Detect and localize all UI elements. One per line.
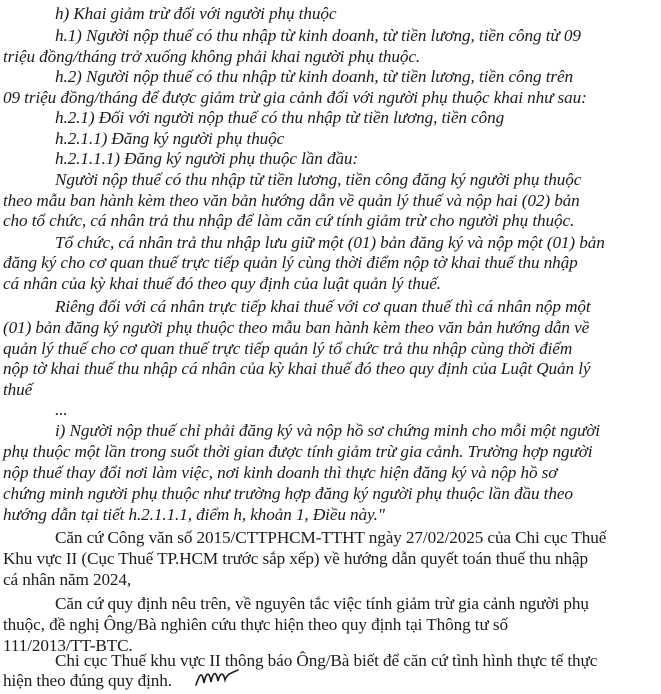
quote-line: h.2.1.1.1) Đăng ký người phụ thuộc lần đầu:	[55, 149, 359, 168]
quote-line: thuế	[3, 380, 33, 399]
body-line: Căn cứ Công văn số 2015/CTTPHCM-TTHT ngày 27/02/2025 của Chi cục Thuế	[55, 528, 607, 547]
quote-line: hướng dẫn tại tiết h.2.1.1.1, điểm h, khoản 1, Điều này."	[3, 505, 385, 524]
quote-line: Riêng đối với cá nhân trực tiếp khai thuế với cơ quan thuế thì cá nhân nộp một	[55, 297, 591, 316]
body-line: 111/2013/TT-BTC.	[3, 636, 133, 655]
quote-line: chứng minh người phụ thuộc như trường hợp đăng ký người phụ thuộc lần đầu theo	[3, 484, 573, 503]
quote-line: nộp tờ khai thuế thu nhập cá nhân của kỳ khai thuế đó theo quy định của Luật Quản lý	[3, 359, 591, 378]
quote-line: ...	[55, 400, 68, 419]
quote-line: theo mẫu ban hành kèm theo văn bản hướng dẫn về quản lý thuế và nộp hai (02) bản	[3, 191, 580, 210]
body-line: Căn cứ quy định nêu trên, về nguyên tắc việc tính giảm trừ gia cảnh người phụ	[55, 594, 589, 613]
body-line: Khu vực II (Cục Thuế TP.HCM trước sắp xếp) về hướng dẫn quyết toán thuế thu nhập	[3, 549, 588, 568]
quote-line: h.2.1) Đối với người nộp thuế có thu nhập từ tiền lương, tiền công	[55, 108, 505, 127]
quote-line: h.2) Người nộp thuế có thu nhập từ kinh doanh, từ tiền lương, tiền công trên	[55, 67, 573, 86]
body-line: Chi cục Thuế khu vực II thông báo Ông/Bà biết để căn cứ tình hình thực tế thực	[55, 651, 598, 670]
initials-signature-icon	[194, 667, 240, 689]
quote-line: nộp thuế thay đổi nơi làm việc, nơi kinh doanh thì thực hiện đăng ký và nộp hồ sơ	[3, 463, 558, 482]
quote-line: Người nộp thuế có thu nhập từ tiền lương, tiền công đăng ký người phụ thuộc	[55, 170, 582, 189]
quote-line: Tổ chức, cá nhân trả thu nhập lưu giữ một (01) bản đăng ký và nộp một (01) bản	[55, 233, 605, 252]
body-line: cá nhân năm 2024,	[3, 570, 132, 589]
quote-line: đăng ký cho cơ quan thuế trực tiếp quản lý cùng thời điểm nộp tờ khai thuế thu nhập	[3, 253, 578, 272]
quote-line: h) Khai giảm trừ đối với người phụ thuộc	[55, 4, 337, 23]
quote-line: h.1) Người nộp thuế có thu nhập từ kinh doanh, từ tiền lương, tiền công từ 09	[55, 26, 581, 45]
quote-line: h.2.1.1) Đăng ký người phụ thuộc	[55, 129, 285, 148]
quote-line: cho tổ chức, cá nhân trả thu nhập để làm căn cứ tính giảm trừ cho người phụ thuộc.	[3, 211, 575, 230]
body-line: thuộc, đề nghị Ông/Bà nghiên cứu thực hiện theo quy định tại Thông tư số	[3, 615, 508, 634]
quote-line: 09 triệu đồng/tháng để được giảm trừ gia cảnh đối với người phụ thuộc khai như sau:	[3, 88, 587, 107]
body-line: hiện theo đúng quy định.	[3, 671, 172, 690]
quote-line: i) Người nộp thuế chỉ phải đăng ký và nộp hồ sơ chứng minh cho mỗi một người	[55, 421, 600, 440]
quote-line: quản lý thuế cho cơ quan thuế trực tiếp quản lý tổ chức trả thu nhập cùng thời điểm	[3, 339, 573, 358]
quote-line: phụ thuộc một lần trong suốt thời gian được tính giảm trừ gia cảnh. Trường hợp người	[3, 442, 593, 461]
quote-line: (01) bản đăng ký người phụ thuộc theo mẫu ban hành kèm theo văn bản hướng dẫn về	[3, 318, 590, 337]
quote-line: triệu đồng/tháng trở xuống không phải khai người phụ thuộc.	[3, 47, 421, 66]
quote-line: cá nhân của kỳ khai thuế đó theo quy định của luật quản lý thuế.	[3, 274, 441, 293]
